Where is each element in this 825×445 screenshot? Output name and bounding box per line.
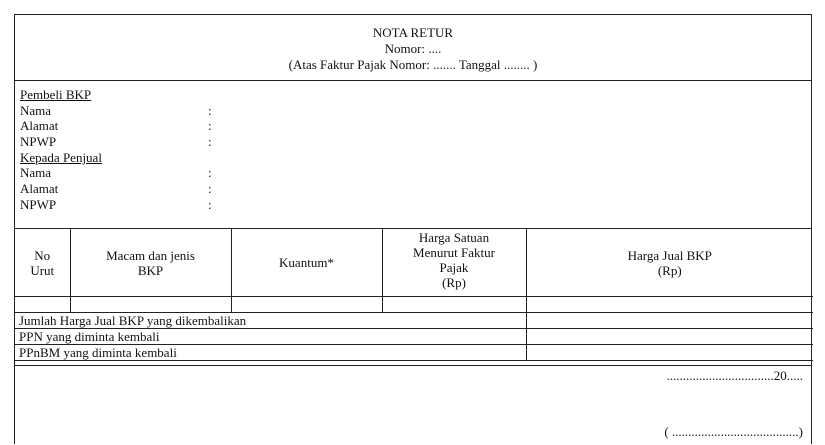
summary-row-total-sale: Jumlah Harga Jual BKP yang dikembalikan [15,313,813,329]
summary-row-ppn: PPN yang diminta kembali [15,329,813,345]
signature-line: ( .......................................) [664,424,803,439]
seller-npwp-row: NPWP : [20,196,212,212]
column-header-sale-price: Harga Jual BKP (Rp) [526,229,813,297]
buyer-section-label: Pembeli BKP [20,87,92,102]
column-header-no: No Urut [15,229,70,297]
column-header-type: Macam dan jenis BKP [70,229,231,297]
summary-value-ppnbm [526,345,813,361]
summary-value-ppn [526,329,813,345]
table-header-row [15,229,813,297]
signature-area [15,365,811,445]
party-info [15,81,811,229]
items-table [15,229,813,361]
invoice-reference: (Atas Faktur Pajak Nomor: ....... Tanggal ........ ) [288,57,538,72]
document-header [15,15,811,81]
summary-value-total-sale [526,313,813,329]
return-note-document [14,14,812,444]
document-number: Nomor: .... [384,41,442,56]
seller-address-row: Alamat : [20,181,212,197]
seller-name-row: Nama : [20,165,212,181]
place-date-line: .................................20..... [666,368,803,383]
buyer-address-row: Alamat : [20,118,212,134]
column-header-unit-price: Harga Satuan Menurut Faktur Pajak (Rp) [382,229,526,297]
column-header-quantity: Kuantum* [231,229,382,297]
document-title: NOTA RETUR [372,25,454,40]
seller-section-label: Kepada Penjual [20,149,102,165]
buyer-npwp-row: NPWP : [20,134,212,150]
table-row [15,297,813,313]
summary-row-ppnbm: PPnBM yang diminta kembali [15,345,813,361]
buyer-name-row: Nama : [20,102,212,118]
